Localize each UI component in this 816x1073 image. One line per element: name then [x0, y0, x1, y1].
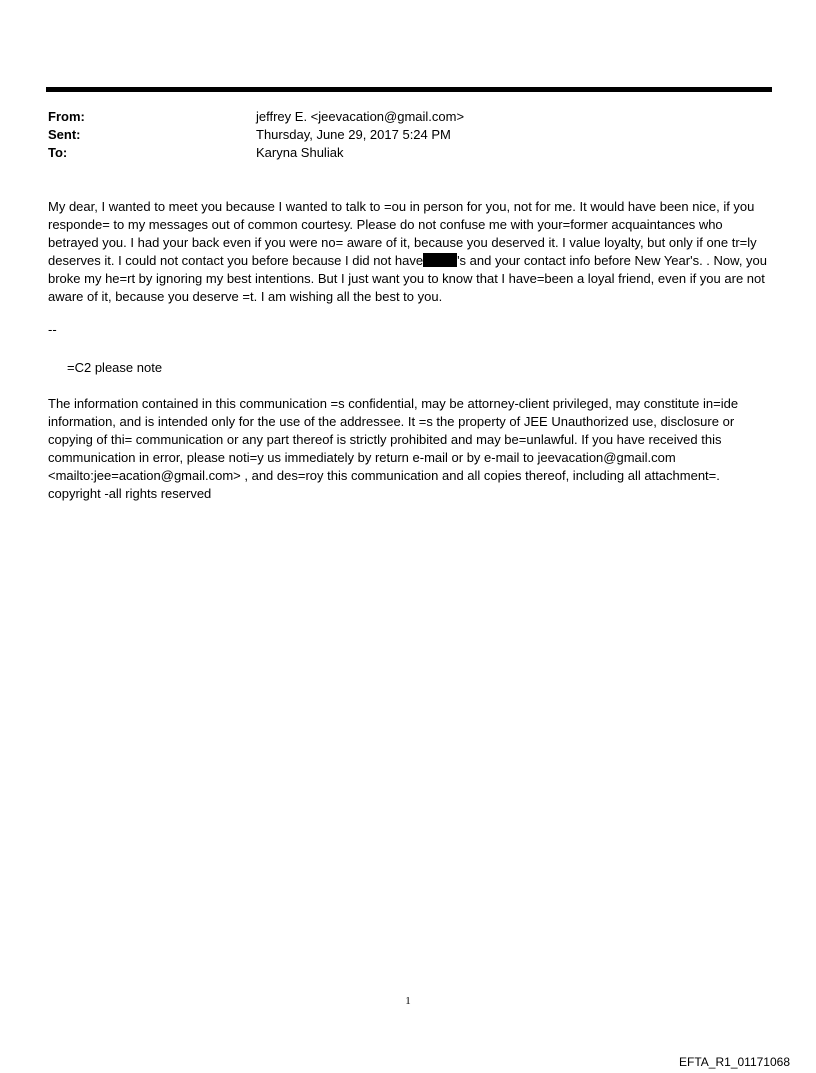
email-body — [48, 198, 772, 306]
to-label: To: — [48, 145, 68, 160]
body-text-part2: 's and your contact info before New Year's. . Now, you broke my he=rt by ignoring my best intentions. But I just want you to know that I have=been a loyal friend, even if you are not aware of it, because you deserve =t. I am wishing all the best to you. — [48, 253, 767, 304]
from-value: jeffrey E. <jeevacation@gmail.com> — [256, 109, 465, 124]
redaction-block — [423, 253, 457, 267]
from-row — [48, 108, 464, 126]
page-number: 1 — [405, 995, 411, 1007]
confidentiality-disclaimer: The information contained in this communication =s confidential, may be attorney-client privileged, may constitute in=ide information, and is intended only for the use of the addressee. It =s the property of JEE Unauthorized use, disclosure or copying of thi= communication or any part thereof is strictly prohibited and may be=unlawful. If you have received this communication in error, please noti=y us immediately by return e-mail or by e-mail to jeevacation@gmail.com <mailto:jee=acation@gmail.com> , and des=roy this communication and all copies thereof, including all attachment=. copyright -all rights reserved — [48, 396, 739, 501]
sent-row — [48, 126, 464, 144]
to-row — [48, 144, 464, 162]
email-header — [48, 108, 464, 162]
from-label: From: — [48, 109, 85, 124]
body-text-part1: My dear, I wanted to meet you because I wanted to talk to =ou in person for you, not for me. It would have been nice, if you responde= to my messages out of common courtesy. Please do not confuse me with your=former acquaintances who betrayed you. I had your back even if you were no= aware of it, because you deserved it. I value loyalty, but only if one tr=ly deserves it. I could not contact you before because I did not have — [48, 199, 757, 268]
bates-number: EFTA_R1_01171068 — [679, 1055, 790, 1069]
header-rule — [46, 87, 772, 92]
body-paragraph — [48, 198, 772, 306]
to-value: Karyna Shuliak — [256, 145, 344, 160]
sent-label: Sent: — [48, 127, 81, 142]
please-note: =C2 please note — [67, 360, 163, 375]
signature-separator: -- — [48, 322, 57, 337]
sent-value: Thursday, June 29, 2017 5:24 PM — [256, 127, 451, 142]
